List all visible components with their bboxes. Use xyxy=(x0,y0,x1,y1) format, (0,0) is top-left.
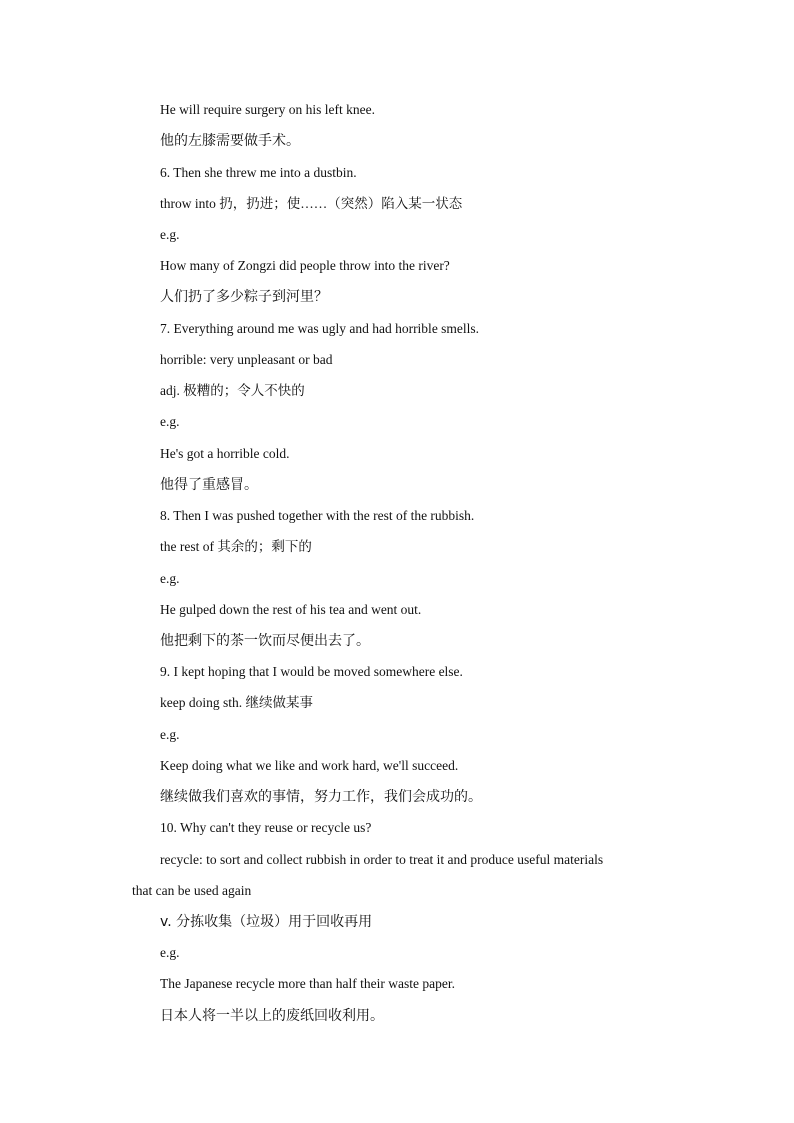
chinese-translation: 他得了重感冒。 xyxy=(160,477,258,493)
chinese-translation: 他的左膝需要做手术。 xyxy=(160,133,300,149)
word-definition: recycle: to sort and collect rubbish in order to treat it and produce useful materials xyxy=(160,852,604,867)
item-heading-6: 6. Then she threw me into a dustbin. xyxy=(160,165,357,180)
example-sentence: He gulped down the rest of his tea and went out. xyxy=(160,602,422,617)
example-sentence: Keep doing what we like and work hard, we'll succeed. xyxy=(160,758,459,773)
eg-label: e.g. xyxy=(160,414,180,429)
chinese-translation: 日本人将一半以上的废纸回收利用。 xyxy=(160,1008,384,1024)
example-sentence: He will require surgery on his left knee. xyxy=(160,102,375,117)
item-heading-9: 9. I kept hoping that I would be moved somewhere else. xyxy=(160,664,463,679)
item-heading-8: 8. Then I was pushed together with the rest of the rubbish. xyxy=(160,508,475,523)
eg-label: e.g. xyxy=(160,227,180,242)
chinese-translation: 人们扔了多少粽子到河里？ xyxy=(160,289,328,305)
item-heading-10: 10. Why can't they reuse or recycle us? xyxy=(160,820,372,835)
phrase-definition: the rest of 其余的；剩下的 xyxy=(160,539,312,554)
phrase-definition: throw into 扔，扔进；使……（突然）陷入某一状态 xyxy=(160,196,463,211)
eg-label: e.g. xyxy=(160,571,180,586)
part-of-speech-definition: v. 分拣收集（垃圾）用于回收再用 xyxy=(160,914,373,930)
part-of-speech-definition: adj. 极糟的；令人不快的 xyxy=(160,383,305,398)
word-definition-continued: that can be used again xyxy=(132,883,252,898)
word-definition: horrible: very unpleasant or bad xyxy=(160,352,333,367)
example-sentence: He's got a horrible cold. xyxy=(160,446,290,461)
chinese-translation: 他把剩下的茶一饮而尽便出去了。 xyxy=(160,633,370,649)
chinese-translation: 继续做我们喜欢的事情，努力工作，我们会成功的。 xyxy=(160,789,482,805)
item-heading-7: 7. Everything around me was ugly and had horrible smells. xyxy=(160,321,480,336)
eg-label: e.g. xyxy=(160,945,180,960)
eg-label: e.g. xyxy=(160,727,180,742)
example-sentence: How many of Zongzi did people throw into the river? xyxy=(160,258,450,273)
example-sentence: The Japanese recycle more than half their waste paper. xyxy=(160,976,455,991)
phrase-definition: keep doing sth. 继续做某事 xyxy=(160,695,313,710)
